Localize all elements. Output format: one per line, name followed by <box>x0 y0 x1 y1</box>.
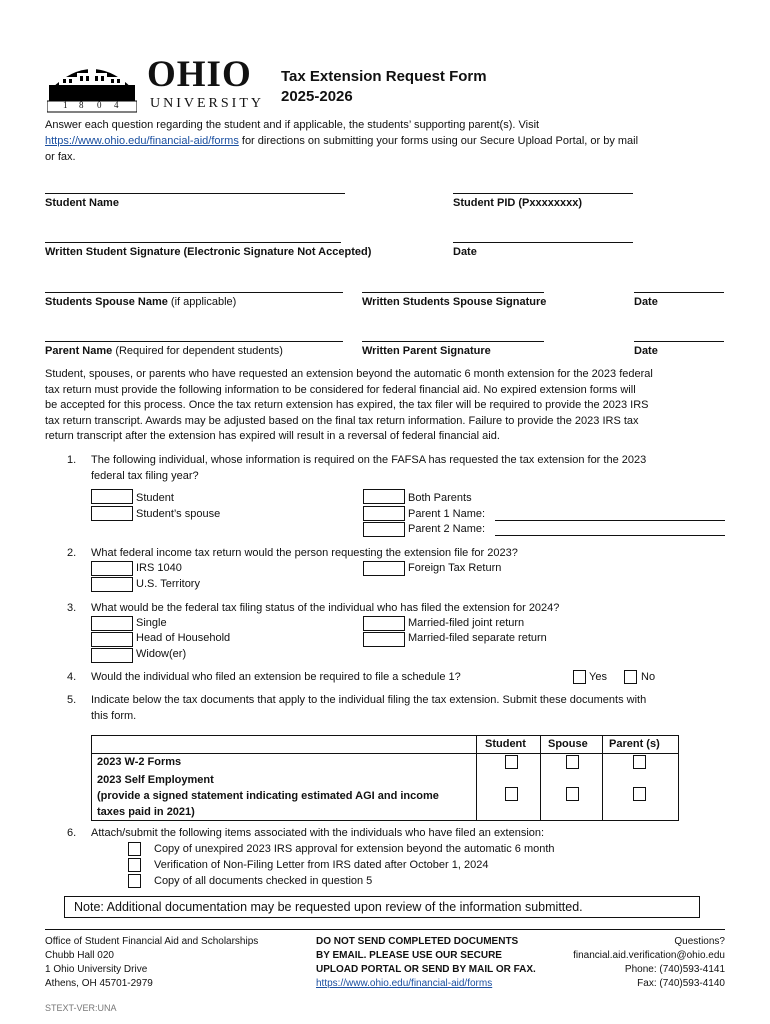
footer-forms-link[interactable]: https://www.ohio.edu/financial-aid/forms <box>316 978 493 989</box>
student-name-label: Student Name <box>45 197 119 209</box>
q6-item2-checkbox[interactable] <box>128 858 141 872</box>
q3-joint-box[interactable] <box>363 616 405 631</box>
q1-both-parents-label: Both Parents <box>408 492 472 504</box>
questions-label: Questions? <box>674 936 725 947</box>
q1-text <box>91 452 646 484</box>
q1-both-parents-box[interactable] <box>363 489 405 504</box>
se-student-checkbox[interactable] <box>505 787 518 801</box>
note-text: Note: Additional documentation may be requested upon review of the information submitted. <box>74 900 583 914</box>
logo-year-1: 1 <box>63 100 68 110</box>
q2-1040-label: IRS 1040 <box>136 562 182 574</box>
q6-item3-checkbox[interactable] <box>128 874 141 888</box>
paragraph-line: return transcript after the extension has expired will result in a reversal of federal financial aid. <box>45 430 500 442</box>
intro-line-3: or fax. <box>45 151 76 163</box>
q2-number: 2. <box>67 547 77 559</box>
parent-name-note: (Required for dependent students) <box>112 345 283 357</box>
col-student-header: Student <box>485 738 526 750</box>
parent-date-line[interactable] <box>634 341 724 342</box>
student-pid-label: Student PID (Pxxxxxxxx) <box>453 197 582 209</box>
q1-spouse-box[interactable] <box>91 506 133 521</box>
q1-student-label: Student <box>136 492 174 504</box>
parent-name-bold: Parent Name <box>45 345 113 357</box>
q6-item2-label: Verification of Non-Filing Letter from IRS dated after October 1, 2024 <box>154 859 489 871</box>
spouse-name-label <box>45 296 236 308</box>
row-se-line-1: 2023 Self Employment <box>97 774 214 786</box>
q5-text <box>91 692 646 724</box>
student-signature-label: Written Student Signature (Electronic Signature Not Accepted) <box>45 246 372 258</box>
q1-student-box[interactable] <box>91 489 133 504</box>
spouse-name-line[interactable] <box>45 292 343 293</box>
q2-text: What federal income tax return would the person requesting the extension file for 2023? <box>91 547 518 559</box>
q1-spouse-label: Student’s spouse <box>136 508 221 520</box>
row-se-line-2: (provide a signed statement indicating estimated AGI and income <box>97 790 439 802</box>
student-pid-line[interactable] <box>453 193 633 194</box>
w2-student-checkbox[interactable] <box>505 755 518 769</box>
q6-item1-label: Copy of unexpired 2023 IRS approval for extension beyond the automatic 6 month <box>154 843 555 855</box>
q2-1040-box[interactable] <box>91 561 133 576</box>
col-spouse-header: Spouse <box>548 738 588 750</box>
q4-no-label: No <box>641 671 656 683</box>
form-code: STEXT-VER:UNA <box>45 1003 117 1013</box>
table-vline-2 <box>540 735 541 821</box>
logo-name-ohio: OHIO <box>147 54 252 95</box>
warning-line-2: BY EMAIL. PLEASE USE OUR SECURE <box>316 950 502 961</box>
warning-line-1: DO NOT SEND COMPLETED DOCUMENTS <box>316 936 519 947</box>
footer-warning <box>316 935 536 991</box>
q5-number: 5. <box>67 694 77 706</box>
q6-item3-label: Copy of all documents checked in question 5 <box>154 875 373 887</box>
spouse-name-note: (if applicable) <box>167 296 237 308</box>
footer-rule <box>45 929 725 930</box>
footer-office <box>45 935 258 991</box>
spouse-signature-line[interactable] <box>362 292 544 293</box>
q4-no-checkbox[interactable] <box>624 670 637 684</box>
se-parents-checkbox[interactable] <box>633 787 646 801</box>
q6-number: 6. <box>67 827 77 839</box>
q1-parent1-label: Parent 1 Name: <box>408 508 486 520</box>
parent-name-label <box>45 345 283 357</box>
q3-single-label: Single <box>136 617 167 629</box>
q2-territory-box[interactable] <box>91 577 133 592</box>
q1-parent1-box[interactable] <box>363 506 405 521</box>
contact-email[interactable]: financial.aid.verification@ohio.edu <box>573 950 725 961</box>
student-date-label: Date <box>453 246 477 258</box>
paragraph-line: be accepted for this process. Once the tax return extension has expired, the tax filer will be required to provide the 2023 IRS <box>45 399 649 411</box>
ohio-university-logo <box>47 55 267 115</box>
q4-text: Would the individual who filed an extension be required to file a schedule 1? <box>91 671 461 683</box>
col-parents-header: Parent (s) <box>609 738 660 750</box>
w2-parents-checkbox[interactable] <box>633 755 646 769</box>
note-box <box>64 896 700 918</box>
q3-text: What would be the federal tax filing status of the individual who has filed the extension for 2024? <box>91 602 560 614</box>
logo-year-4: 4 <box>114 100 119 110</box>
student-name-line[interactable] <box>45 193 345 194</box>
q2-foreign-box[interactable] <box>363 561 405 576</box>
q3-single-box[interactable] <box>91 616 133 631</box>
table-vline-1 <box>476 735 477 821</box>
q3-joint-label: Married-filed joint return <box>408 617 525 629</box>
q1-parent2-box[interactable] <box>363 522 405 537</box>
q1-number: 1. <box>67 454 77 466</box>
q3-widow-box[interactable] <box>91 648 133 663</box>
q3-separate-box[interactable] <box>363 632 405 647</box>
parent-date-label: Date <box>634 345 658 357</box>
q3-widow-label: Widow(er) <box>136 648 187 660</box>
q1-line-1: The following individual, whose information is required on the FAFSA has requested the tax extension for the 2023 <box>91 454 647 466</box>
q3-hoh-box[interactable] <box>91 632 133 647</box>
logo-year-0: 0 <box>97 100 102 110</box>
office-building: Chubb Hall 020 <box>45 950 114 961</box>
forms-link[interactable]: https://www.ohio.edu/financial-aid/forms <box>45 135 239 147</box>
table-vline-3 <box>602 735 603 821</box>
q4-number: 4. <box>67 671 77 683</box>
logo-name-university: UNIVERSITY <box>150 96 264 111</box>
se-spouse-checkbox[interactable] <box>566 787 579 801</box>
logo-year-8: 8 <box>79 100 84 110</box>
paragraph-line: tax return transcript. Awards may be adjusted based on the final tax return information. Failure to provide the 2023 IRS tax <box>45 414 639 427</box>
office-street: 1 Ohio University Drive <box>45 964 148 975</box>
intro-line-2 <box>45 135 638 147</box>
spouse-signature-label: Written Students Spouse Signature <box>362 296 547 308</box>
q1-line-2: federal tax filing year? <box>91 470 199 482</box>
student-signature-line[interactable] <box>45 242 341 243</box>
q3-number: 3. <box>67 602 77 614</box>
q3-separate-label: Married-filed separate return <box>408 632 547 644</box>
q6-item1-checkbox[interactable] <box>128 842 141 856</box>
spouse-name-bold: Students Spouse Name <box>45 296 168 308</box>
q4-yes-checkbox[interactable] <box>573 670 586 684</box>
extension-paragraph <box>45 367 735 445</box>
table-header-rule <box>91 753 679 754</box>
q1-parent1-name-line[interactable] <box>495 520 725 521</box>
parent-name-line[interactable] <box>45 341 343 342</box>
office-name: Office of Student Financial Aid and Scholarships <box>45 936 259 947</box>
row-w2-label: 2023 W-2 Forms <box>97 756 182 768</box>
parent-signature-line[interactable] <box>362 341 544 342</box>
form-title: Tax Extension Request Form <box>281 68 487 85</box>
row-se-line-3: taxes paid in 2021) <box>97 806 195 818</box>
spouse-date-label: Date <box>634 296 658 308</box>
parent-signature-label: Written Parent Signature <box>362 345 491 357</box>
spouse-date-line[interactable] <box>634 292 724 293</box>
office-city: Athens, OH 45701-2979 <box>45 978 153 989</box>
contact-fax: Fax: (740)593-4140 <box>637 978 725 989</box>
q2-territory-label: U.S. Territory <box>136 578 200 590</box>
q5-line-2: this form. <box>91 710 137 722</box>
cutler-hall-seal-icon <box>47 55 137 113</box>
row-self-employment-label <box>97 772 439 820</box>
contact-phone: Phone: (740)593-4141 <box>624 964 725 975</box>
student-date-line[interactable] <box>453 242 633 243</box>
q2-foreign-label: Foreign Tax Return <box>408 562 502 574</box>
intro-line-2-text: for directions on submitting your forms using our Secure Upload Portal, or by mail <box>238 135 639 147</box>
w2-spouse-checkbox[interactable] <box>566 755 579 769</box>
q4-yes-label: Yes <box>589 671 607 683</box>
paragraph-line: tax return must provide the following information to be considered for federal financial aid. No expired extension forms will <box>45 383 636 396</box>
q5-line-1: Indicate below the tax documents that apply to the individual filing the tax extension. Submit these documents with <box>91 694 647 706</box>
paragraph-line: Student, spouses, or parents who have requested an extension beyond the automatic 6 month extension for the 2023 federal <box>45 368 653 380</box>
q1-parent2-label: Parent 2 Name: <box>408 523 486 535</box>
q3-hoh-label: Head of Household <box>136 632 231 644</box>
intro-line-1: Answer each question regarding the student and if applicable, the students’ supporting parent(s). Visit <box>45 119 540 131</box>
warning-line-3: UPLOAD PORTAL OR SEND BY MAIL OR FAX. <box>316 964 536 975</box>
form-year: 2025-2026 <box>281 88 353 105</box>
q1-parent2-name-line[interactable] <box>495 535 725 536</box>
footer-contact <box>573 935 725 991</box>
q6-text: Attach/submit the following items associated with the individuals who have filed an extension: <box>91 827 545 839</box>
